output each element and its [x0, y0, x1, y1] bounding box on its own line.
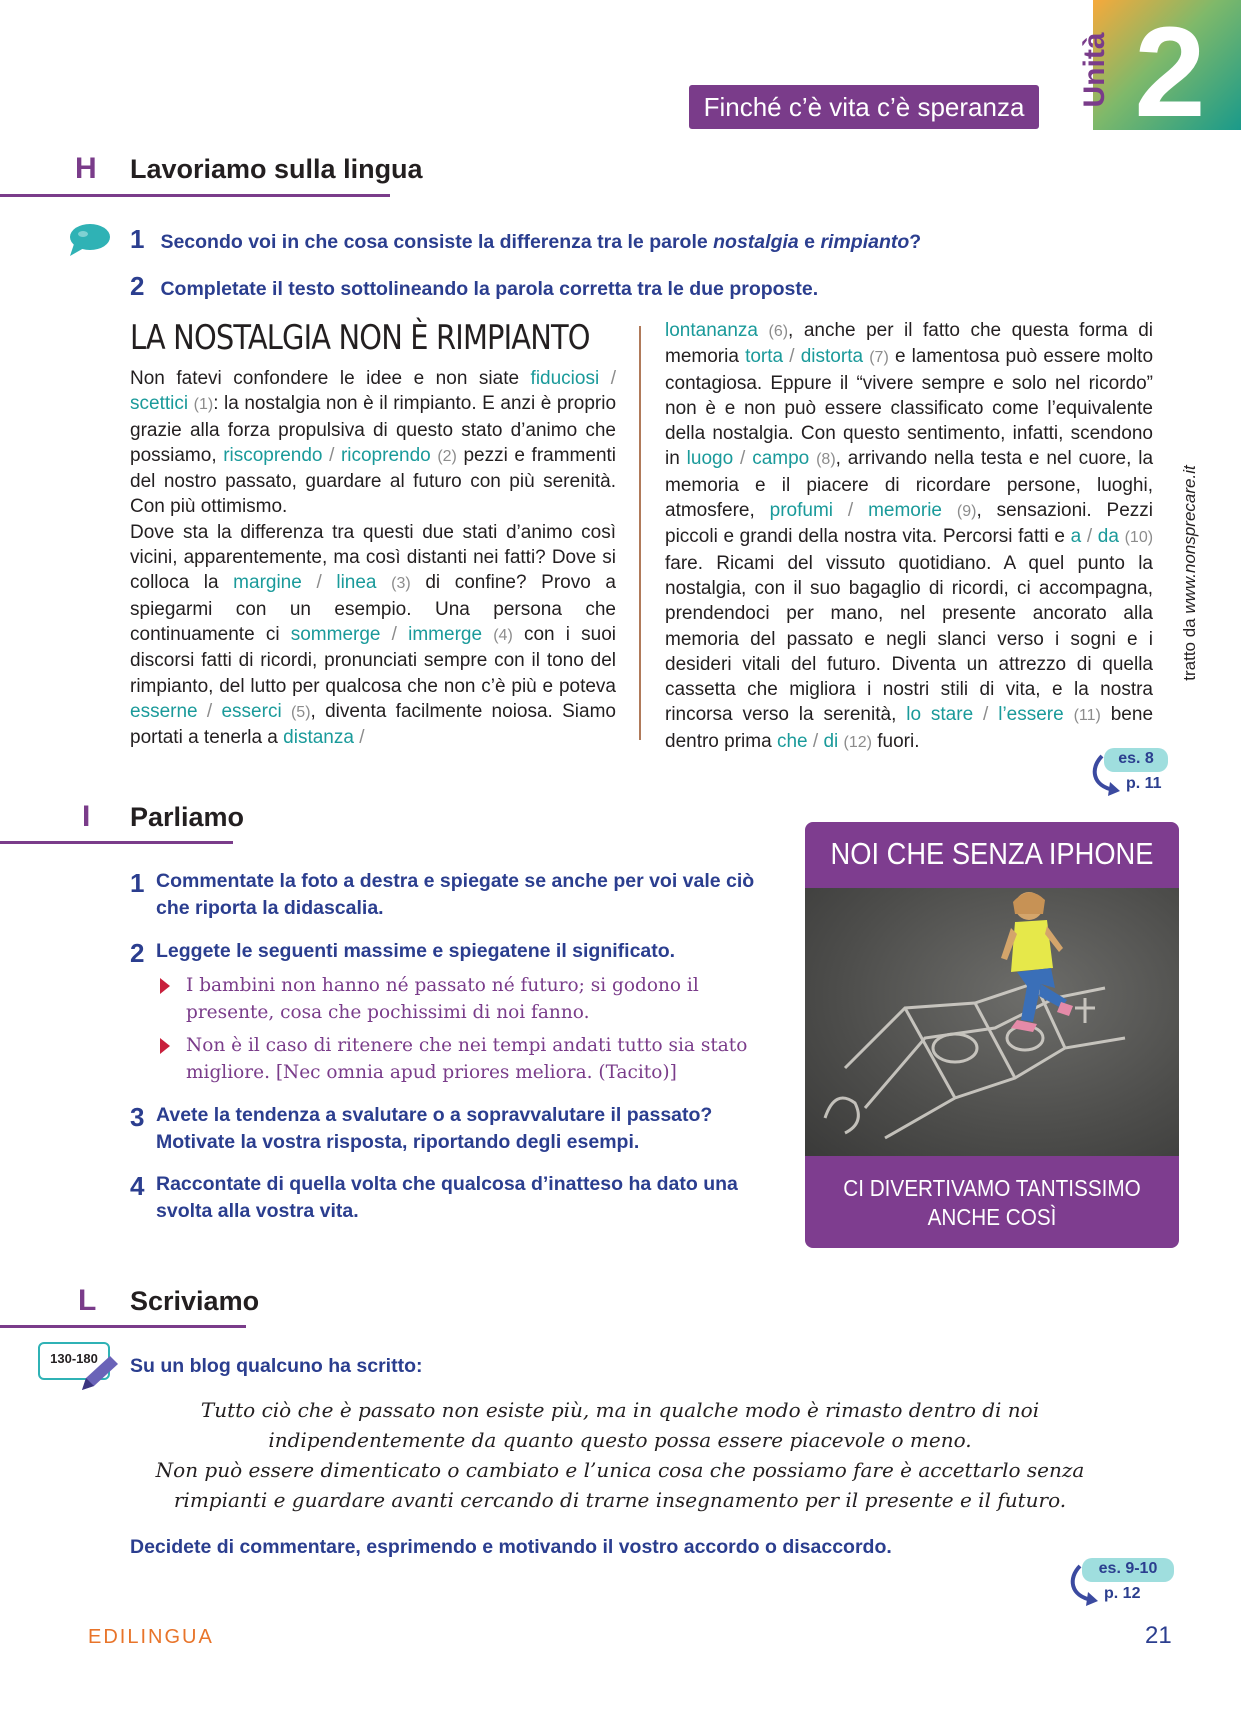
photo-card-title: NOI CHE SENZA IPHONE — [830, 836, 1154, 871]
page-number: 21 — [1145, 1622, 1172, 1649]
section-l-letter: L — [78, 1284, 97, 1317]
blog-quote-line: rimpianti e guardare avanti cercando di trarne insegnamento per il presente e il futuro. — [173, 1488, 1067, 1512]
option-word[interactable]: di — [823, 730, 839, 752]
option-word[interactable]: campo — [752, 448, 810, 470]
article-title: LA NOSTALGIA NON È RIMPIANTO — [130, 318, 590, 358]
option-word[interactable]: che — [776, 730, 808, 752]
photo-card — [805, 822, 1179, 1248]
article-column-left — [130, 366, 616, 750]
question-text: Completate il testo sottolineando la parola corretta tra le due proposte. — [160, 278, 819, 300]
publisher-logo: EDILINGUA — [88, 1626, 214, 1648]
question-number: 4 — [130, 1171, 145, 1201]
unit-number: 2 — [1134, 1, 1206, 144]
question-h2 — [130, 271, 1010, 303]
question-text: Commentate la foto a destra e spiegate se anche per voi vale ciò che riporta la didascalia. — [156, 870, 755, 919]
quote-text: I bambini non hanno né passato né futuro; si godono il presente, cosa che pochissimi di noi fanno. — [186, 975, 699, 1023]
option-word[interactable]: lo stare — [906, 704, 974, 726]
chalk-hopscotch-drawing — [805, 888, 1179, 1156]
section-i-title: Parliamo — [130, 802, 245, 832]
option-word[interactable]: linea — [336, 572, 377, 594]
hopscotch-photo — [805, 888, 1179, 1156]
option-word[interactable]: distorta — [800, 346, 864, 368]
article-source: tratto da www.nonsprecare.it — [1180, 465, 1199, 681]
question-text: Raccontate di quella volta che qualcosa d’inatteso ha dato una svolta alla vostra vita. — [156, 1173, 738, 1222]
option-word[interactable]: profumi — [769, 500, 834, 522]
caption-line: CI DIVERTIVAMO TANTISSIMO — [843, 1175, 1141, 1201]
question-i1 — [130, 868, 770, 922]
word-count-label: 130-180 — [50, 1351, 98, 1366]
exercise-ref-page: p. 12 — [1104, 1585, 1141, 1602]
question-number: 2 — [130, 271, 145, 301]
speech-bubble-icon — [66, 222, 112, 258]
bullet-triangle-icon — [158, 976, 172, 996]
option-word[interactable]: torta — [745, 346, 784, 368]
article-paragraph: Dove sta la differenza tra questi due stati d’animo così vicini, apparentemente, ma così distanti nei fatti? Dove si colloca la margine / linea (3) di confine? Provo a spiegarmi con un esempio. Una persona che continuamente ci sommerge / immerge (4) con i suoi discorsi fatti di ricordi, pronunciati sempre con il tono del rimpianto, del lutto per qualcosa che non c’è più e poteva esserne / esserci (5), diventa facilmente noiosa. Siamo portati a tenerla a distanza / — [130, 521, 617, 749]
option-word[interactable]: da — [1097, 526, 1119, 548]
section-i-letter: I — [82, 800, 91, 833]
quote-text: Non è il caso di ritenere che nei tempi andati tutto sia stato migliore. [Nec omnia apud priores meliora. (Tacito)] — [186, 1035, 748, 1083]
column-divider — [639, 326, 641, 740]
section-i-rule — [0, 841, 233, 844]
blog-quote-line: indipendentemente da quanto questo possa essere piacevole o meno. — [268, 1428, 972, 1452]
question-text: Avete la tendenza a svalutare o a sopravvalutare il passato? Motivate la vostra risposta, riportando degli esempi. — [156, 1104, 713, 1153]
article-paragraph: lontananza (6), anche per il fatto che questa forma di memoria torta / distorta (7) e lamentosa può essere molto contagiosa. Eppure il “vivere sempre e solo nel ricordo” non è e non può essere classificato come l’equivalente della nostalgia. Con questo sentimento, infatti, scendono in luogo / campo (8), arrivando nella testa e nel cuore, la memoria e il piacere di ricordare persone, luoghi, atmosfere, profumi / memorie (9), sensazioni. Pezzi piccoli e grandi della nostra vita. Percorsi fatti e a / da (10) fare. Ricami del vissuto quotidiano. A quel punto la nostalgia, con il suo bagaglio di ricordi, ci accompagna, prendendoci per mano, nel presente ancorato alla memoria del passato e negli slanci verso i sogni e i desideri vitali del futuro. Diventa un attrezzo di quella cassetta che migliora i nostri stili di vita, e la nostra rincorsa verso la serenità, lo stare / l’essere (11) bene dentro prima che / di (12) fuori. — [665, 320, 1154, 752]
blog-quote-line: Non può essere dimenticato o cambiato e l’unica cosa che possiamo fare è accettarlo senza — [155, 1458, 1085, 1482]
option-word[interactable]: l’essere — [998, 704, 1064, 726]
option-word[interactable]: ricoprendo — [340, 444, 431, 466]
question-text: Leggete le seguenti massime e spiegatene il significato. — [156, 940, 676, 962]
section-l-title: Scriviamo — [130, 1286, 260, 1316]
exercise-ref-2[interactable] — [1068, 1558, 1178, 1608]
article-column-right — [665, 318, 1153, 755]
option-word[interactable]: scettici — [130, 393, 189, 415]
section-h-rule — [0, 194, 390, 197]
question-number: 1 — [130, 224, 145, 254]
question-i2 — [130, 938, 770, 969]
question-number: 1 — [130, 868, 145, 898]
question-number: 3 — [130, 1102, 145, 1132]
exercise-ref-page: p. 11 — [1126, 775, 1162, 792]
option-word[interactable]: a — [1070, 526, 1082, 548]
unit-label: Unità — [1078, 32, 1111, 108]
arrow-curve-icon — [1066, 1564, 1102, 1608]
section-h-letter: H — [75, 152, 97, 185]
exercise-ref-1[interactable] — [1090, 748, 1174, 798]
option-word[interactable]: sommerge — [290, 623, 381, 645]
unit-title: Finché c’è vita c’è speranza — [703, 92, 1025, 122]
section-l-rule — [0, 1325, 246, 1328]
option-word[interactable]: luogo — [686, 448, 734, 470]
question-i4 — [130, 1171, 770, 1225]
option-word[interactable]: lontananza — [665, 320, 758, 341]
option-word[interactable]: esserci — [221, 700, 282, 722]
option-word[interactable]: margine — [233, 572, 302, 594]
exercise-ref-label: es. 8 — [1118, 750, 1154, 767]
word-count-badge — [38, 1340, 118, 1396]
option-word[interactable]: distanza — [283, 727, 354, 749]
section-h-title: Lavoriamo sulla lingua — [130, 154, 423, 184]
section-l-intro: Su un blog qualcuno ha scritto: — [130, 1355, 423, 1377]
section-l-task: Decidete di commentare, esprimendo e motivando il vostro accordo o disaccordo. — [130, 1536, 892, 1558]
article-paragraph: Non fatevi confondere le idee e non siate fiduciosi / scettici (1): la nostalgia non è il rimpianto. E anzi è proprio grazie alla forza propulsiva di questo stato d’animo che possiamo, riscoprendo / ricoprendo (2) pezzi e frammenti del nostro passato, guardare al futuro con più serenità. Con più ottimismo. — [130, 368, 617, 518]
quote-1 — [158, 972, 768, 1026]
option-word[interactable]: riscoprendo — [223, 444, 323, 466]
question-i3 — [130, 1102, 770, 1156]
question-h1 — [130, 224, 1010, 256]
arrow-curve-icon — [1088, 754, 1124, 798]
photo-card-caption — [805, 1174, 1179, 1232]
option-word[interactable]: esserne — [130, 700, 198, 722]
blog-quote — [140, 1395, 1100, 1515]
question-number: 2 — [130, 938, 145, 968]
question-text: Secondo voi in che cosa consiste la differenza tra le parole nostalgia e rimpianto? — [160, 231, 922, 253]
quote-2 — [158, 1032, 768, 1086]
option-word[interactable]: memorie — [868, 500, 942, 522]
source-link[interactable]: www.nonsprecare.it — [1180, 465, 1199, 614]
exercise-ref-label: es. 9-10 — [1098, 1560, 1158, 1577]
option-word[interactable]: fiduciosi — [530, 368, 600, 389]
option-word[interactable]: immerge — [408, 623, 483, 645]
pencil-icon — [76, 1352, 120, 1396]
bullet-triangle-icon — [158, 1036, 172, 1056]
blog-quote-line: Tutto ciò che è passato non esiste più, ma in qualche modo è rimasto dentro di noi — [200, 1398, 1040, 1422]
caption-line: ANCHE COSÌ — [927, 1204, 1057, 1230]
